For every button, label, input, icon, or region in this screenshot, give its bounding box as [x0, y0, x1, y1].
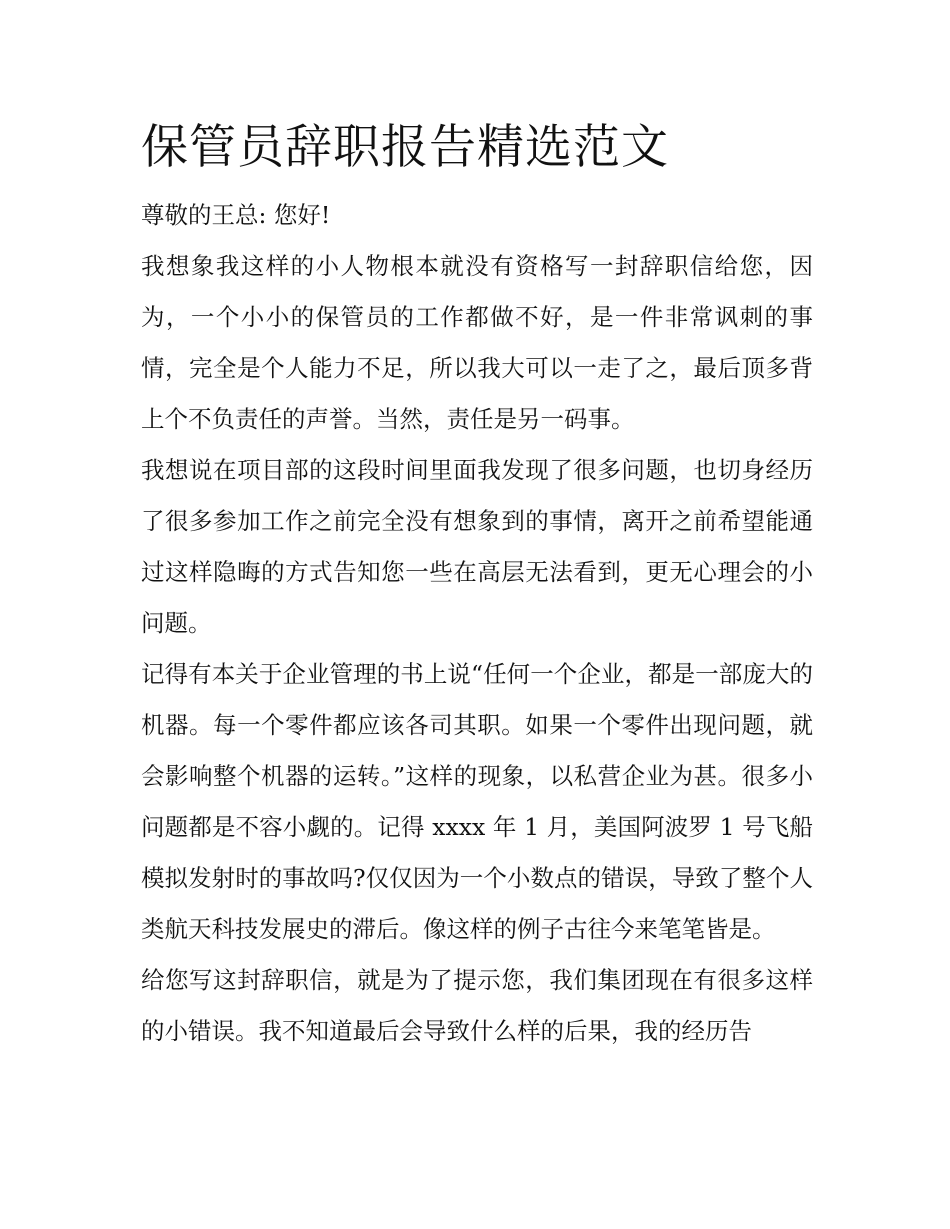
paragraph-3: 记得有本关于企业管理的书上说“任何一个企业，都是一部庞大的机器。每一个零件都应该各司其职。如果一个零件出现问题，就会影响整个机器的运转。”这样的现象，以私营企业为甚。很多小问题都是不容小觑的。记得 xxxx 年 1 月，美国阿波罗 1 号飞船模拟发射时的事故吗?仅仅因为一个小数点的错误，导致了整个人类航天科技发展史的滞后。像这样的例子古往今来笔笔皆是。 — [141, 660, 813, 943]
paragraph-2: 我想说在项目部的这段时间里面我发现了很多问题，也切身经历了很多参加工作之前完全没有想象到的事情，离开之前希望能通过这样隐晦的方式告知您一些在高层无法看到，更无心理会的小问题。 — [141, 456, 813, 637]
document-title: 保管员辞职报告精选范文 — [141, 120, 669, 175]
paragraph-4: 给您写这封辞职信，就是为了提示您，我们集团现在有很多这样的小错误。我不知道最后会导致什么样的后果，我的经历告 — [141, 966, 813, 1045]
paragraph-1: 我想象我这样的小人物根本就没有资格写一封辞职信给您，因为，一个小小的保管员的工作都做不好，是一件非常讽刺的事情，完全是个人能力不足，所以我大可以一走了之，最后顶多背上个不负责任的声誉。当然，责任是另一码事。 — [141, 252, 813, 433]
greeting: 尊敬的王总: 您好! — [141, 201, 331, 229]
document-body — [141, 110, 813, 1057]
